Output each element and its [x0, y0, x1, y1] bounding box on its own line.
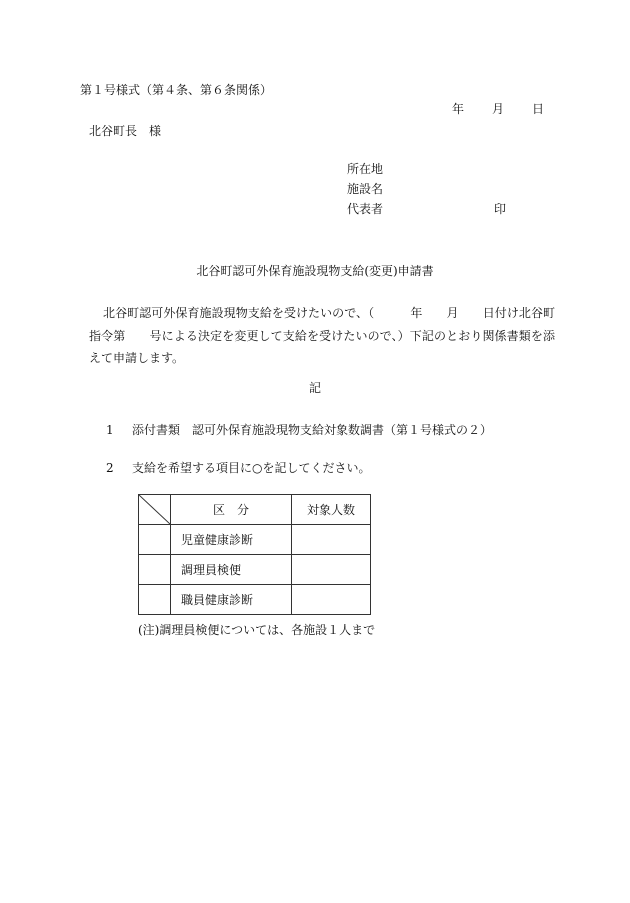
mark-cell[interactable] [139, 555, 171, 585]
date-month: 月 [492, 102, 505, 116]
date-year: 年 [452, 102, 465, 116]
item-selection [106, 462, 370, 474]
count-cell[interactable] [292, 585, 371, 615]
diagonal-line [139, 495, 170, 524]
item-text: 添付書類 認可外保育施設現物支給対象数調書（第１号様式の２） [132, 423, 493, 437]
form-number: 第１号様式（第４条、第６条関係） [80, 83, 273, 97]
body-paragraph [89, 302, 555, 370]
item-number: 2 [106, 461, 114, 475]
body-text: 北谷町認可外保育施設現物支給を受けたいので、（ 年 月 日付け北谷町指令第 号による決定を変更して支給を受けたいので、）下記のとおり関係書類を添えて申請します。 [89, 306, 555, 365]
document-title: 北谷町認可外保育施設現物支給(変更)申請書 [196, 264, 434, 278]
facility-label: 施設名 [347, 182, 384, 196]
item-number: 1 [106, 423, 114, 437]
category-table [138, 494, 371, 615]
table-row [139, 585, 371, 615]
location-label: 所在地 [347, 162, 384, 176]
addressee: 北谷町長 様 [89, 124, 162, 138]
header-category: 区 分 [171, 495, 292, 525]
mark-cell[interactable] [139, 525, 171, 555]
date-line [452, 103, 544, 115]
seal-mark: 印 [494, 202, 507, 216]
date-day: 日 [532, 102, 545, 116]
category-cell: 調理員検便 [171, 555, 292, 585]
item-text: 支給を希望する項目に○を記してください。 [132, 461, 371, 475]
table-row [139, 525, 371, 555]
category-cell: 職員健康診断 [171, 585, 292, 615]
footnote: (注)調理員検便については、各施設１人まで [138, 623, 376, 637]
diagonal-header-cell [139, 495, 171, 525]
header-count: 対象人数 [292, 495, 371, 525]
ki-heading: 記 [308, 381, 321, 395]
count-cell[interactable] [292, 555, 371, 585]
category-cell: 児童健康診断 [171, 525, 292, 555]
mark-cell[interactable] [139, 585, 171, 615]
table-header-row [139, 495, 371, 525]
representative-label: 代表者 [347, 202, 384, 216]
item-attachments [106, 424, 492, 436]
table-row [139, 555, 371, 585]
count-cell[interactable] [292, 525, 371, 555]
